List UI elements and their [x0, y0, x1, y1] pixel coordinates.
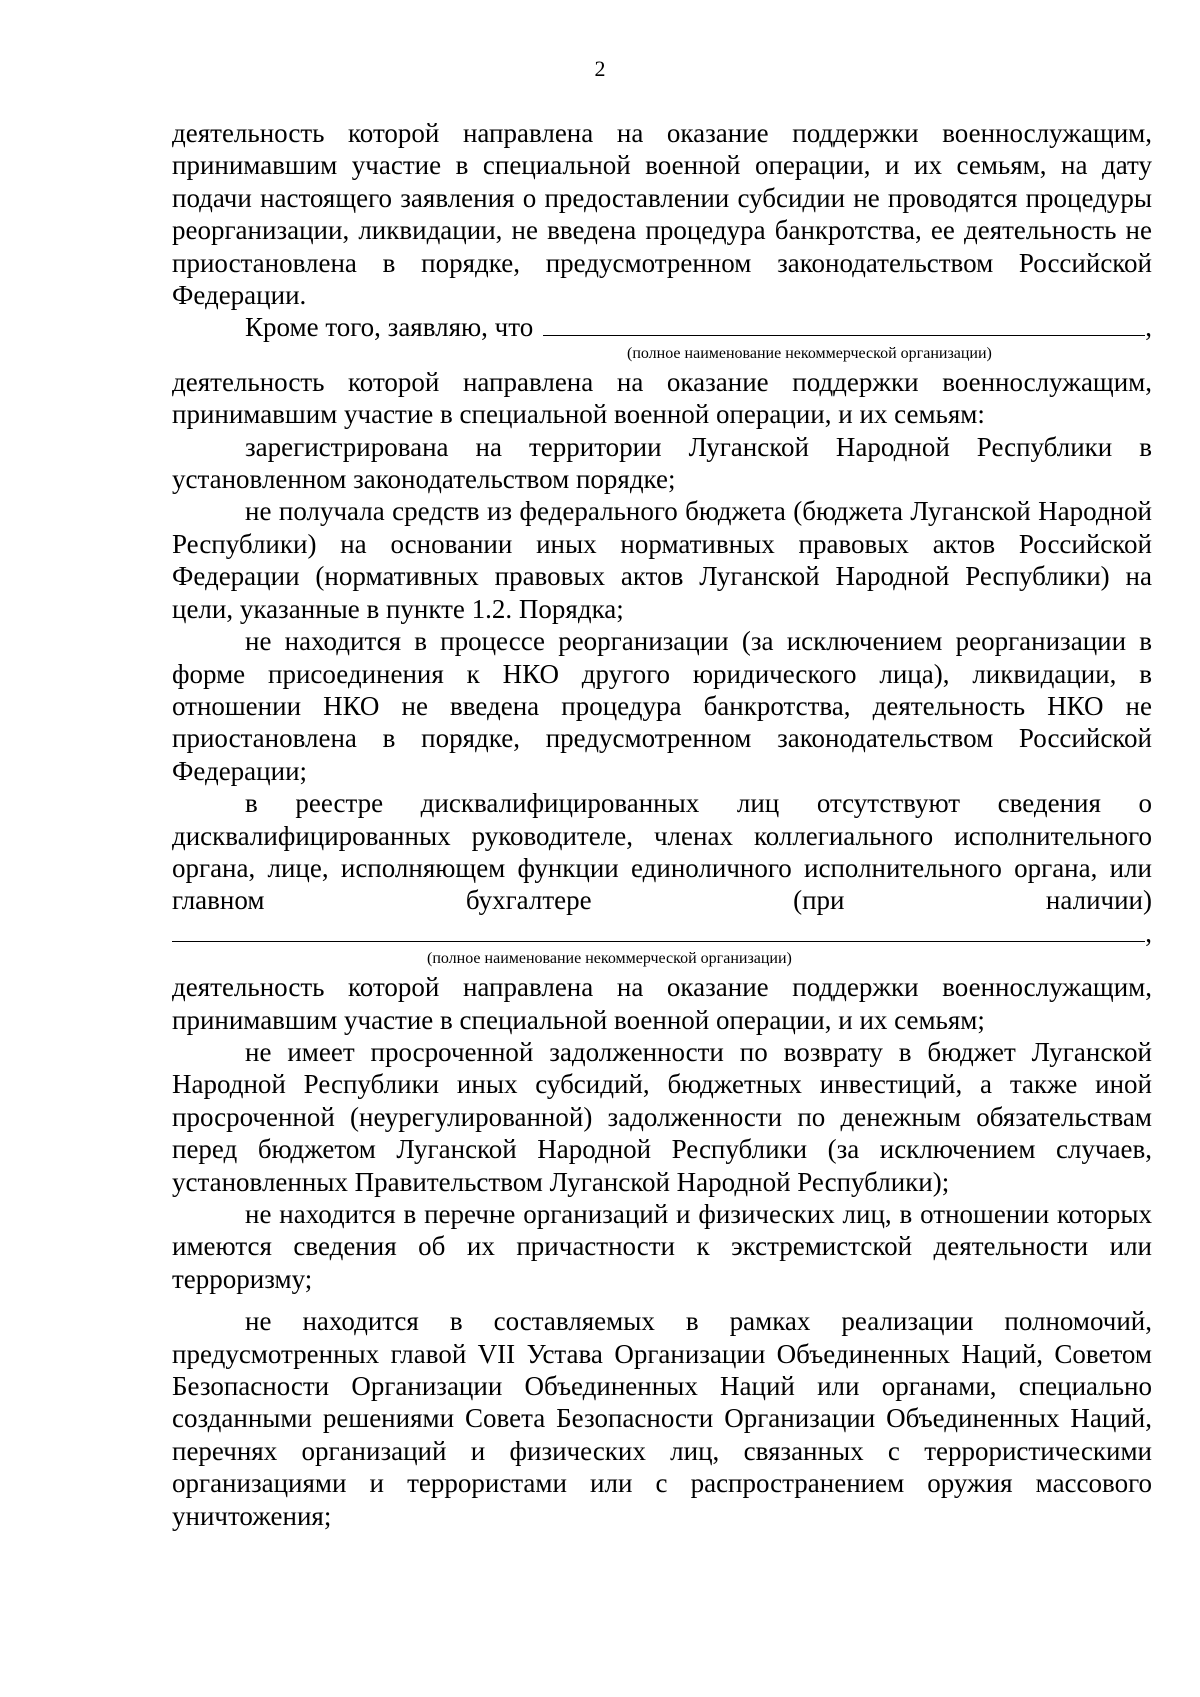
fill-line-comma: ,	[1145, 917, 1152, 948]
org-name-blank-1[interactable]	[543, 311, 1145, 336]
org-name-caption-1: (полное наименование некоммерческой организации)	[627, 344, 992, 362]
paragraph-3: деятельность которой направлена на оказание поддержки военнослужащим, принимавшим участие в специальной военной операции, и их семьям:	[172, 366, 1152, 430]
paragraph-7: в реестре дисквалифицированных лиц отсутствуют сведения о дисквалифицированных руководителе, членах коллегиального исполнительного органа, лице, исполняющем функции единоличного исполнительного органа, или главном бухгалтере (при наличии)	[172, 788, 1152, 916]
fill-line-lead: Кроме того, заявляю, что	[245, 312, 534, 343]
paragraph-6: не находится в процессе реорганизации (за исключением реорганизации в форме присоединения к НКО другого юридического лица), ликвидации, в отношении НКО не введена процедура банкротства, деятельность НКО не приостановлена в порядке, предусмотренном законодательством Российской Федерации;	[172, 626, 1152, 786]
fill-line-comma: ,	[1145, 312, 1152, 343]
paragraph-9: деятельность которой направлена на оказание поддержки военнослужащим, принимавшим участие в специальной военной операции, и их семьям;	[172, 972, 1152, 1035]
page-number: 2	[594, 56, 606, 81]
paragraph-10: не имеет просроченной задолженности по возврату в бюджет Луганской Народной Республики иных субсидий, бюджетных инвестиций, а также иной просроченной (неурегулированной) задолженности по денежным обязательствам перед бюджетом Луганской Народной Республики (за исключением случаев, установленных Правительством Луганской Народной Республики);	[172, 1036, 1152, 1197]
paragraph-12: не находится в составляемых в рамках реализации полномочий, предусмотренных главой VII Устава Организации Объединенных Наций, Советом Безопасности Организации Объединенных Наций или органами, специально созданными решениями Совета Безопасности Организации Объединенных Наций, перечнях организаций и физических лиц, связанных с террористическими организациями и террористами или с распространением оружия массового уничтожения;	[172, 1306, 1152, 1531]
org-name-fill-line-1	[172, 311, 1152, 343]
paragraph-5: не получала средств из федерального бюджета (бюджета Луганской Народной Республики) на основании иных нормативных правовых актов Российской Федерации (нормативных правовых актов Луганской Народной Республики) на цели, указанные в пункте 1.2. Порядка;	[172, 496, 1152, 624]
paragraph-1: деятельность которой направлена на оказание поддержки военнослужащим, принимавшим участие в специальной военной операции, и их семьям, на дату подачи настоящего заявления о предоставлении субсидии не проводятся процедуры реорганизации, ликвидации, не введена процедура банкротства, ее деятельность не приостановлена в порядке, предусмотренном законодательством Российской Федерации.	[172, 118, 1152, 311]
document-body	[172, 117, 1152, 1532]
paragraph-4: зарегистрирована на территории Луганской Народной Республики в установленном законодательством порядке;	[172, 431, 1152, 495]
paragraph-spacer	[172, 1295, 1152, 1305]
org-name-blank-2[interactable]	[172, 917, 1145, 942]
org-name-fill-line-2	[172, 917, 1152, 949]
paragraph-11: не находится в перечне организаций и физических лиц, в отношении которых имеются сведения об их причастности к экстремистской деятельности или терроризму;	[172, 1199, 1152, 1294]
org-name-caption-2: (полное наименование некоммерческой организации)	[427, 950, 792, 968]
